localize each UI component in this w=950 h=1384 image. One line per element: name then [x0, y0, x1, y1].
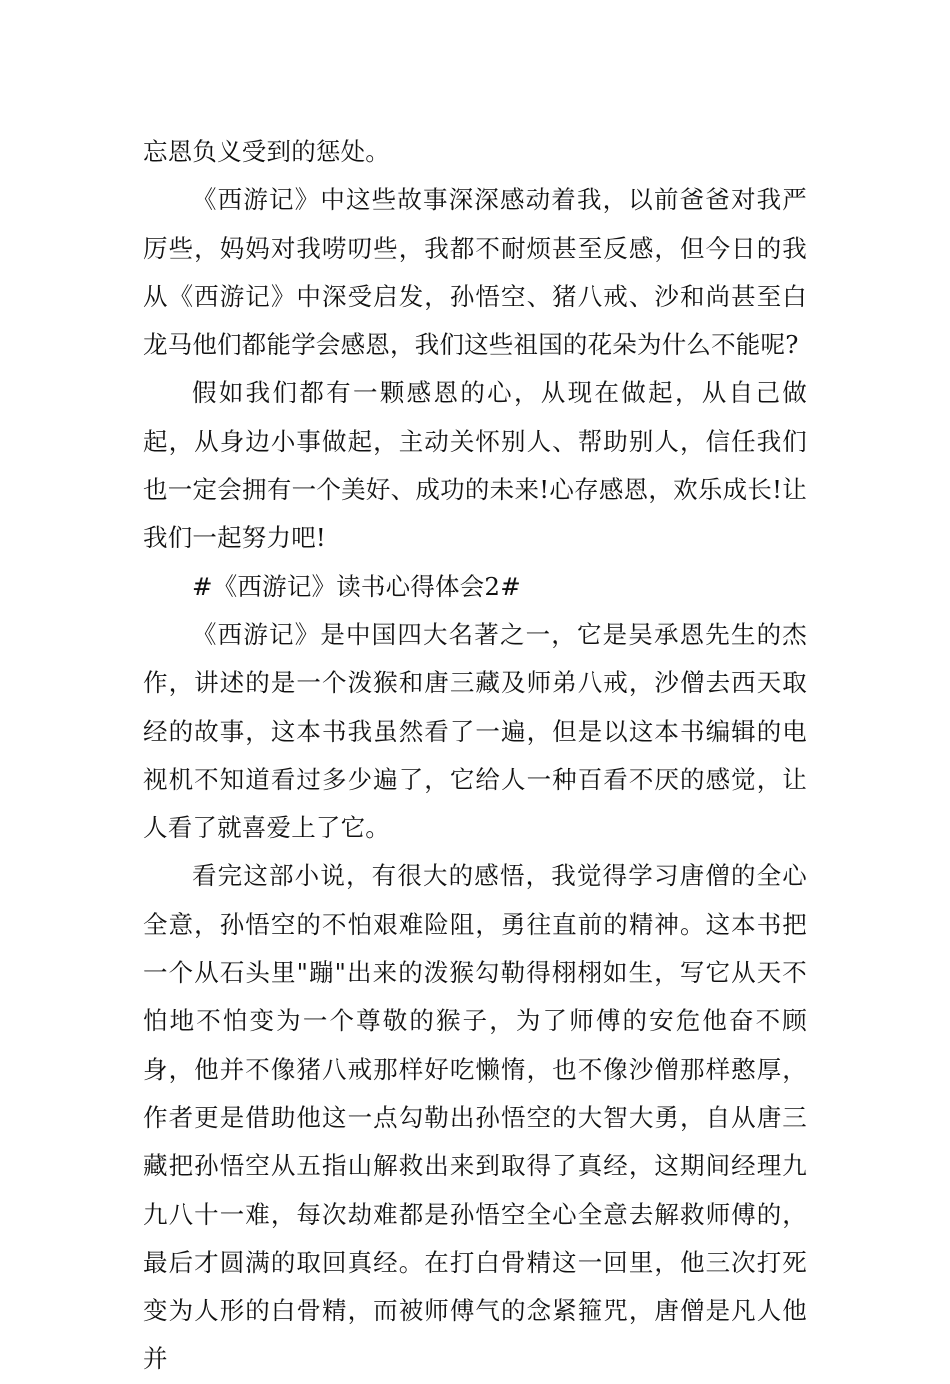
section-heading: #《西游记》读书心得体会2# [192, 571, 521, 601]
paragraph-continuation: 忘恩负义受到的惩处。 [143, 137, 390, 166]
paragraph-grateful-heart: 假如我们都有一颗感恩的心，从现在做起，从自己做起，从身边小事做起，主动关怀别人、帮助别人，信任我们也一定会拥有一个美好、成功的未来!心存感恩，欢乐成长!让我们一起努力吧! [143, 378, 807, 553]
paragraph-reflection: 看完这部小说，有很大的感悟，我觉得学习唐僧的全心全意，孙悟空的不怕艰难险阻，勇往直前的精神。这本书把一个从石头里"蹦"出来的泼猴勾勒得栩栩如生，写它从天不怕地不怕变为一个尊敬的猴子，为了师傅的安危他奋不顾身，他并不像猪八戒那样好吃懒惰，也不像沙僧那样憨厚，作者更是借助他这一点勾勒出孙悟空的大智大勇，自从唐三藏把孙悟空从五指山解救出来到取得了真经，这期间经理九九八十一难，每次劫难都是孙悟空全心全意去解救师傅的，最后才圆满的取回真经。在打白骨精这一回里，他三次打死变为人形的白骨精，而被师傅气的念紧箍咒，唐僧是凡人他并 [143, 861, 807, 1374]
paragraph-gratitude-story: 《西游记》中这些故事深深感动着我，以前爸爸对我严厉些，妈妈对我唠叨些，我都不耐烦甚至反感，但今日的我从《西游记》中深受启发，孙悟空、猪八戒、沙和尚甚至白龙马他们都能学会感恩，我们这些祖国的花朵为什么不能呢? [143, 185, 807, 360]
paragraph-book-intro: 《西游记》是中国四大名著之一，它是吴承恩先生的杰作，讲述的是一个泼猴和唐三藏及师弟八戒，沙僧去西天取经的故事，这本书我虽然看了一遍，但是以这本书编辑的电视机不知道看过多少遍了，它给人一种百看不厌的感觉，让人看了就喜爱上了它。 [143, 619, 807, 843]
document-body [143, 128, 807, 1384]
